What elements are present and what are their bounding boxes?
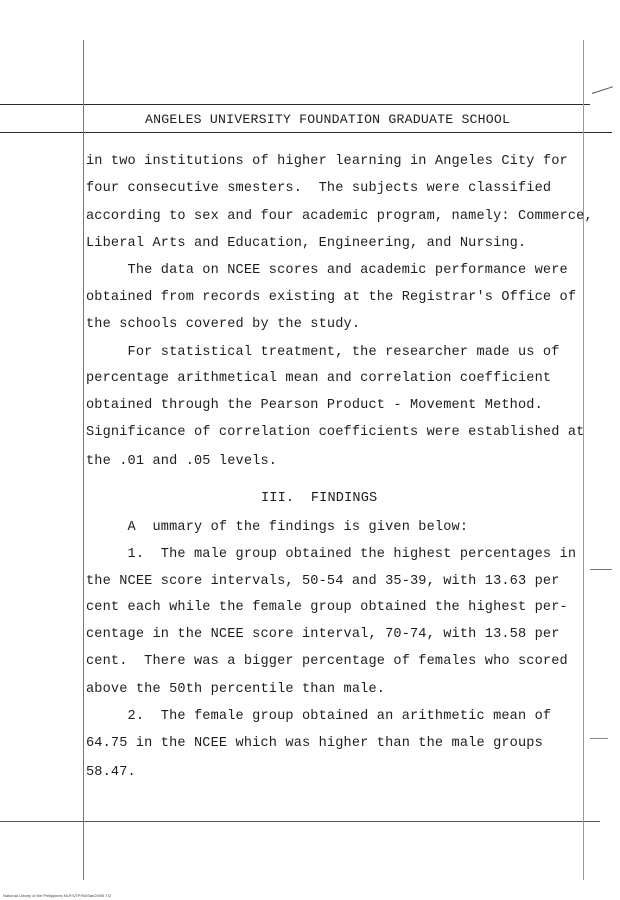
scan-footer: National Library of the Philippines NLP/UTP/93/Sat/20/95 T/2 [3,893,112,898]
side-mark-2 [590,738,608,739]
top-rule [0,104,590,105]
body-line: The data on NCEE scores and academic performance were [86,263,568,278]
findings-line: A ummary of the findings is given below: [86,520,469,535]
body-line: obtained through the Pearson Product - Movement Method. [86,398,543,413]
bottom-rule [0,821,600,822]
body-line: Significance of correlation coefficients were established at [86,425,585,440]
left-margin-rule [83,40,84,880]
findings-line: 58.47. [86,765,136,780]
findings-line: 2. The female group obtained an arithmetic mean of [86,709,552,724]
findings-line: cent. There was a bigger percentage of females who scored [86,654,568,669]
findings-line: 1. The male group obtained the highest percentages in [86,547,577,562]
findings-line: above the 50th percentile than male. [86,682,386,697]
body-line: obtained from records existing at the Registrar's Office of [86,290,577,305]
body-line: the schools covered by the study. [86,317,361,332]
body-line: four consecutive smesters. The subjects were classified [86,181,552,196]
findings-line: the NCEE score intervals, 50-54 and 35-39, with 13.63 per [86,574,560,589]
findings-line: centage in the NCEE score interval, 70-74, with 13.58 per [86,627,560,642]
findings-line: cent each while the female group obtained the highest per- [86,600,568,615]
page-header: ANGELES UNIVERSITY FOUNDATION GRADUATE SCHOOL [145,112,511,127]
body-line: in two institutions of higher learning in Angeles City for [86,154,568,169]
body-line: For statistical treatment, the researcher made us of [86,345,560,360]
corner-mark [592,86,613,94]
body-line: Liberal Arts and Education, Engineering, and Nursing. [86,236,527,251]
section-heading: III. FINDINGS [261,491,378,506]
body-line: according to sex and four academic program, namely: Commerce, [86,209,593,224]
header-rule [0,132,612,133]
right-margin-rule [583,40,584,880]
body-line: percentage arithmetical mean and correlation coefficient [86,371,552,386]
body-line: the .01 and .05 levels. [86,454,278,469]
side-mark [590,569,612,570]
findings-line: 64.75 in the NCEE which was higher than the male groups [86,736,543,751]
